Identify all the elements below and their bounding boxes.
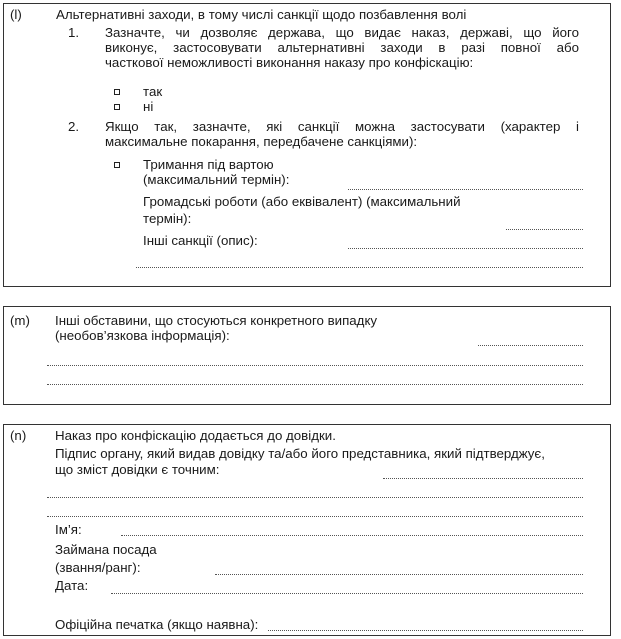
section-n-line3: що зміст довідки є точним: [55,462,220,477]
section-n-marker: (n) [10,428,27,443]
other-sanctions-label: Інші санкції (опис): [143,233,258,248]
item1-text-line1: Зазначте, чи дозволяє держава, що видає наказ, державі, що його [105,25,579,40]
circumstances-field-line2[interactable] [47,365,583,366]
seal-label: Офіційна печатка (якщо наявна): [55,617,259,632]
signature-field-line3[interactable] [47,516,583,517]
other-sanctions-field-line2[interactable] [136,267,583,268]
option-no-label: ні [143,99,154,114]
section-l-marker: (l) [10,7,22,22]
item2-text-line2: максимальне покарання, передбачене санкціями): [105,134,418,149]
date-label: Дата: [55,578,89,593]
checkbox-yes[interactable] [114,89,120,95]
signature-field[interactable] [383,478,583,479]
section-m-line2: (необов’язкова інформація): [55,328,230,343]
checkbox-no[interactable] [114,104,120,110]
circumstances-field[interactable] [478,345,583,346]
community-term-field[interactable] [506,229,583,230]
other-sanctions-field[interactable] [348,248,583,249]
custody-label-line1: Тримання під вартою [143,157,274,172]
signature-field-line2[interactable] [47,497,583,498]
date-field[interactable] [111,593,583,594]
section-l-heading: Альтернативні заходи, в тому числі санкції щодо позбавлення волі [56,7,467,22]
custody-label-line2: (максимальний термін): [143,172,290,187]
community-label-line2: термін): [143,211,192,226]
item2-number: 2. [68,119,80,134]
community-label-line1: Громадські роботи (або еквівалент) (максимальний [143,194,461,209]
name-label: Ім’я: [55,522,82,537]
position-field[interactable] [215,574,583,575]
option-yes-label: так [143,84,163,99]
item1-text-line3: часткової неможливості виконання наказу про конфіскацію: [105,55,474,70]
custody-term-field[interactable] [348,189,583,190]
position-label: Займана посада [55,542,157,557]
title-label: (звання/ранг): [55,560,141,575]
item1-number: 1. [68,25,80,40]
section-m-line1: Інші обставини, що стосуються конкретного випадку [55,313,378,328]
section-n-line2: Підпис органу, який видав довідку та/або його представника, який підтверджує, [55,446,545,461]
name-field[interactable] [121,535,583,536]
section-n-line1: Наказ про конфіскацію додається до довідки. [55,428,336,443]
checkbox-custody[interactable] [114,162,120,168]
circumstances-field-line3[interactable] [47,384,583,385]
section-m-marker: (m) [10,313,30,328]
seal-field[interactable] [268,630,583,631]
item2-text-line1: Якщо так, зазначте, які санкції можна застосувати (характер і [105,119,579,134]
item1-text-line2: виконує, застосовувати альтернативні заходи в разі повної або [105,40,579,55]
